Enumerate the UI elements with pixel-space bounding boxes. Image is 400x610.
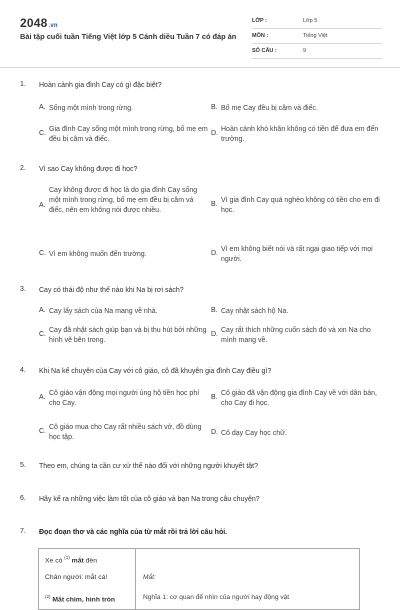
option-letter: A. xyxy=(39,202,46,209)
poem-text: Mắt chim, hình tròn xyxy=(52,596,116,604)
option-text: Cay không được đi học là do gia đình Cay sống một mình trong rừng, bố mẹ em đều bị câm và điếc, nên em không nói được nhiều. xyxy=(49,187,198,215)
logo-text: 2048 xyxy=(20,16,48,30)
option-letter: D. xyxy=(211,331,218,338)
option-letter: C. xyxy=(39,250,46,257)
option-text: Cay rất thích những cuốn sách đó và xin Na cho mình mang về. xyxy=(221,327,371,345)
option-text: Vì gia đình Cay quá nghèo không có tiền cho em đi học. xyxy=(221,197,380,215)
question-text: Theo em, chúng ta cần cư xử thế nào đối với những người khuyết tật? xyxy=(39,463,258,470)
meta-value: Tiếng Việt xyxy=(303,33,328,39)
poem-superscript: (2) xyxy=(45,594,51,599)
option-text: Bố mẹ Cay đều bị câm và điếc. xyxy=(221,105,318,112)
table-divider xyxy=(135,549,136,609)
option-text: Cô giáo mua cho Cay rất nhiều sách vở, đồ dùng học tập. xyxy=(49,424,202,442)
option-letter: A. xyxy=(39,307,46,314)
question-1 xyxy=(20,81,384,153)
document-header xyxy=(20,14,382,62)
option-text: Sống một mình trong rừng. xyxy=(49,105,134,112)
option-letter: C. xyxy=(39,331,46,338)
meta-row-count xyxy=(252,44,382,59)
option-text: Gia đình Cay sống một mình trong rừng, bố mẹ em đều bị câm và điếc. xyxy=(49,126,208,144)
poem-line-1 xyxy=(45,555,97,564)
question-2 xyxy=(20,165,384,270)
option-text: Cô giáo vận động mọi người ủng hộ tiền học phí cho Cay. xyxy=(49,390,200,408)
option-letter: B. xyxy=(211,201,218,208)
question-text: Hãy kể ra những việc làm tốt của cô giáo và bạn Na trong câu chuyện? xyxy=(39,496,260,503)
option-text: Cô giáo đã vận động gia đình Cay về với dân bản, cho Cay đi học. xyxy=(221,390,377,408)
meta-key: LỚP : xyxy=(252,18,267,24)
option-letter: C. xyxy=(39,130,46,137)
metadata-panel xyxy=(252,14,382,59)
question-text: Hoàn cảnh gia đình Cay có gì đặc biệt? xyxy=(39,82,162,89)
option-text: Cay nhặt sách hộ Na. xyxy=(221,308,289,315)
question-4 xyxy=(20,367,384,452)
poem-text: Xe có xyxy=(45,557,63,565)
question-number: 4. xyxy=(20,367,26,374)
poem-text: đèn xyxy=(85,557,97,565)
question-text: Đọc đoạn thơ và các nghĩa của từ mắt rồi trả lời câu hỏi. xyxy=(39,529,228,536)
option-letter: D. xyxy=(211,130,218,137)
question-3 xyxy=(20,286,384,356)
site-logo[interactable] xyxy=(20,16,58,30)
question-number: 6. xyxy=(20,495,26,502)
option-text: Cô dạy Cay học chữ. xyxy=(221,430,287,437)
option-text: Cay lấy sách của Na mang về nhà. xyxy=(49,308,158,315)
option-letter: A. xyxy=(39,394,46,401)
question-5 xyxy=(20,462,384,474)
poem-superscript: (1) xyxy=(64,555,70,560)
option-letter: B. xyxy=(211,104,218,111)
meta-row-subject xyxy=(252,29,382,44)
question-number: 3. xyxy=(20,286,26,293)
question-number: 1. xyxy=(20,81,26,88)
poem-keyword: mắt xyxy=(71,557,84,565)
option-letter: D. xyxy=(211,250,218,257)
question-7 xyxy=(20,528,384,540)
meta-key: MÔN : xyxy=(252,33,269,39)
option-text: Cay đã nhặt sách giúp bạn và bị thu hút bởi những hình vẽ bên trong. xyxy=(49,327,207,345)
meaning-label: Mắt: xyxy=(143,574,156,581)
poem-meaning-table xyxy=(38,548,360,610)
question-number: 7. xyxy=(20,528,26,535)
meaning-line-1: Nghĩa 1: cơ quan để nhìn của người hay động vật xyxy=(143,594,290,601)
question-text: Khi Na kể chuyện của Cay với cô giáo, cô đã khuyên gia đình Cay điều gì? xyxy=(39,368,272,375)
option-letter: B. xyxy=(211,394,218,401)
document-title: Bài tập cuối tuần Tiếng Việt lớp 5 Cánh diều Tuần 7 có đáp án xyxy=(20,32,237,41)
option-letter: C. xyxy=(39,428,46,435)
poem-line-2: Chân người: mắt cá! xyxy=(45,574,108,581)
header-divider xyxy=(0,67,400,68)
option-letter: D. xyxy=(211,429,218,436)
meta-value: Lớp 5 xyxy=(303,18,318,24)
question-text: Vì sao Cay không được đi học? xyxy=(39,166,138,173)
meta-key: SỐ CÂU : xyxy=(252,48,277,54)
option-letter: A. xyxy=(39,104,46,111)
question-6 xyxy=(20,495,384,507)
poem-line-3 xyxy=(45,594,115,603)
question-number: 5. xyxy=(20,462,26,469)
option-text: Hoàn cảnh khó khăn không có tiền để đưa em đến trường. xyxy=(221,126,379,144)
option-text: Vì em không biết nói và rất ngại giao tiếp với mọi người. xyxy=(221,246,373,264)
logo-suffix: .vn xyxy=(48,23,58,29)
question-text: Cay có thái độ như thế nào khi Na bị rơi sách? xyxy=(39,287,184,294)
meta-value: 9 xyxy=(303,48,307,54)
option-text: Vì em không muốn đến trường. xyxy=(49,251,147,258)
question-number: 2. xyxy=(20,165,26,172)
option-letter: B. xyxy=(211,307,218,314)
meta-row-grade xyxy=(252,14,382,29)
